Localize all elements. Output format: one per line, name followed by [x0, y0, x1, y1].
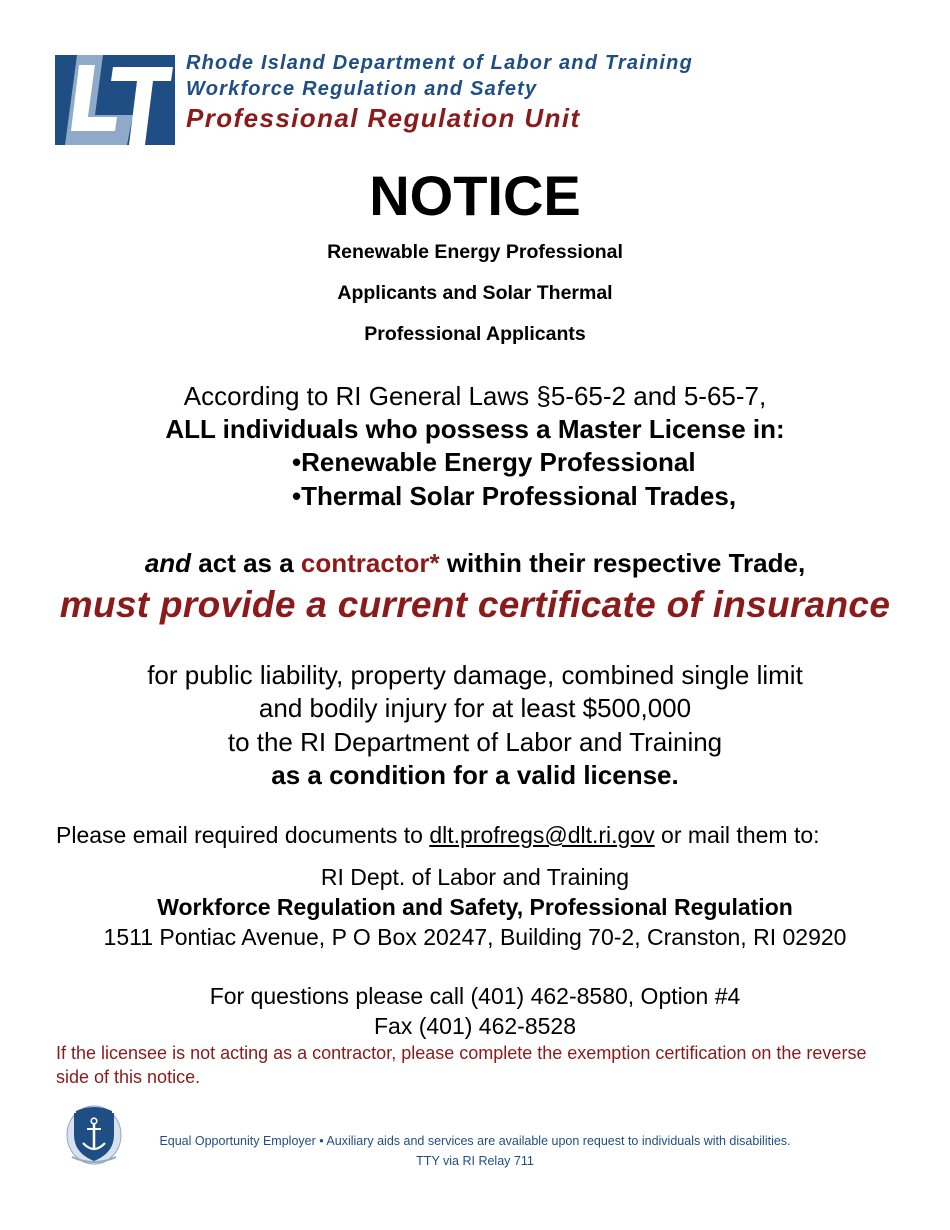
mailing-address-line: RI Dept. of Labor and Training [320, 864, 630, 890]
email-suffix: or mail them to: [654, 822, 820, 848]
fax-line: Fax (401) 462-8528 [373, 1013, 576, 1039]
phone-line: For questions please call (401) 462-8580, Option #4 [209, 983, 741, 1009]
footer-equal-opportunity: Equal Opportunity Employer • Auxiliary aids and services are available upon request to individuals with disabilities. [159, 1134, 791, 1148]
footer-tty: TTY via RI Relay 711 [416, 1154, 534, 1168]
notice-subtitle-line: Professional Applicants [364, 323, 586, 345]
dlt-logo-icon [55, 55, 175, 145]
law-reference: According to RI General Laws §5-65-2 and 5-65-7, [183, 381, 767, 411]
header-division: Workforce Regulation and Safety [186, 78, 538, 100]
license-condition-line: as a condition for a valid license. [271, 760, 679, 790]
email-instruction [56, 822, 820, 849]
mailing-address-line: Workforce Regulation and Safety, Professional Regulation [157, 894, 793, 920]
contractor-term: contractor* [300, 548, 440, 578]
act-as-text: act as a [191, 548, 301, 578]
insurance-detail-line: to the RI Department of Labor and Training [227, 727, 723, 757]
header-unit: Professional Regulation Unit [186, 103, 581, 133]
contractor-condition [0, 548, 950, 579]
license-bullet: •Thermal Solar Professional Trades, [292, 481, 737, 511]
footer [0, 1131, 950, 1171]
notice-subtitle-line: Applicants and Solar Thermal [337, 282, 613, 304]
email-prefix: Please email required documents to [56, 822, 430, 848]
header-department: Rhode Island Department of Labor and Training [186, 52, 693, 74]
insurance-detail-line: for public liability, property damage, combined single limit [147, 660, 803, 690]
within-trade-text: within their respective Trade, [439, 548, 806, 578]
license-bullet: •Renewable Energy Professional [292, 447, 696, 477]
license-holders-statement: ALL individuals who possess a Master License in: [165, 414, 785, 444]
exemption-note: If the licensee is not acting as a contractor, please complete the exemption certification on the reverse side of this notice. [56, 1043, 867, 1087]
notice-subtitle-line: Renewable Energy Professional [327, 241, 623, 263]
insurance-requirement-headline: must provide a current certificate of insurance [59, 584, 891, 625]
notice-title: NOTICE [369, 164, 581, 227]
email-link[interactable]: dlt.profregs@dlt.ri.gov [429, 822, 655, 848]
mailing-address-line: 1511 Pontiac Avenue, P O Box 20247, Building 70-2, Cranston, RI 02920 [103, 924, 847, 950]
and-emphasis: and [144, 548, 192, 578]
insurance-detail-line: and bodily injury for at least $500,000 [258, 693, 692, 723]
